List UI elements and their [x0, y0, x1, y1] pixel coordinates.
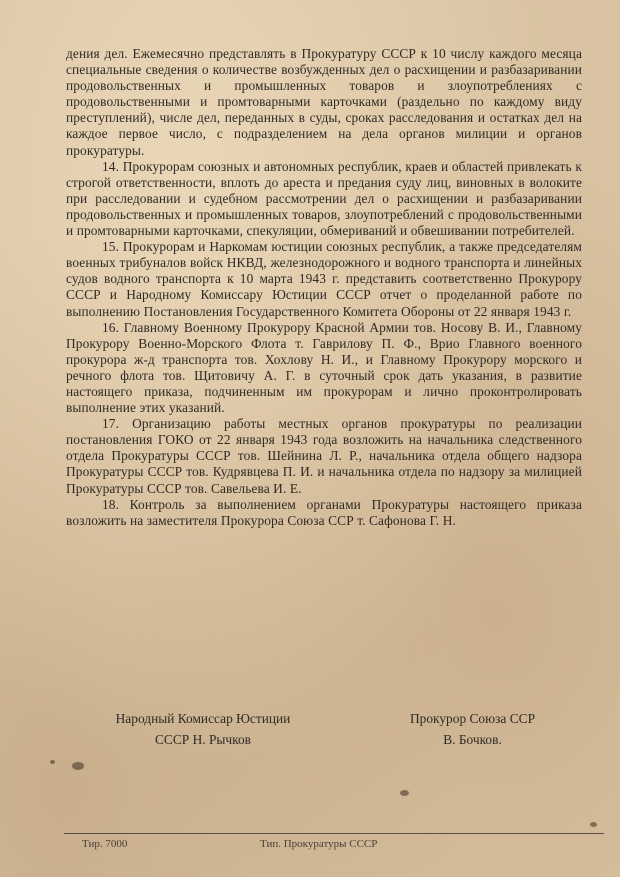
signature-right-title: Прокурор Союза ССР: [409, 711, 536, 726]
signature-right-name: В. Бочков.: [443, 732, 502, 747]
signature-right: [370, 708, 575, 750]
paragraph-16: 16. Главному Военному Прокурору Красной Армии тов. Носову В. И., Главному Прокурору Военно-Морского Флота т. Гаврилову П. Ф., Врио Главного военного прокурора ж-д транспорта тов. Хохлову Н. И., и Главному Прокурору морского и речного флота тов. Щитовичу А. Г. в суточный срок дать указания, в развитие настоящего приказа, подчиненным им прокурорам и лично проконтролировать выполнение этих указаний.: [66, 319, 582, 416]
signature-left-name: СССР Н. Рычков: [155, 732, 251, 747]
ink-stain: [50, 760, 55, 764]
paragraph-18: 18. Контроль за выполнением органами Прокуратуры настоящего приказа возложить на заместителя Прокурора Союза ССР т. Сафонова Г. Н.: [66, 496, 582, 528]
ink-stain: [400, 790, 409, 796]
ink-stain: [72, 762, 84, 770]
ink-stain: [590, 822, 597, 827]
footer-printer: Тип. Прокуратуры СССР: [260, 838, 378, 850]
paragraph-15: 15. Прокурорам и Наркомам юстиции союзных республик, а также председателям военных трибуналов войск НКВД, железнодорожного и водного транспорта и линейных судов водного транспорта к 10 марта 1943 г. представить соответственно Прокурору СССР и Народному Комиссару Юстиции СССР отчет о проделанной работе по выполнению Постановления Государственного Комитета Обороны от 22 января 1943 г.: [66, 239, 582, 319]
paragraph-17: 17. Организацию работы местных органов прокуратуры по реализации постановления ГОКО от 22 января 1943 года возложить на начальника следственного отдела Прокуратуры СССР тов. Шейнина Л. Р., начальника отдела общего надзора Прокуратуры СССР тов. Кудрявцева П. И. и начальника отдела по надзору за милицией Прокуратуры СССР тов. Савельева И. Е.: [66, 416, 582, 496]
footer-divider: [64, 833, 604, 834]
footer-print-run: Тир. 7000: [82, 838, 128, 850]
paragraph-14: 14. Прокурорам союзных и автономных республик, краев и областей привлекать к строгой ответственности, вплоть до ареста и предания суду лиц, виновных в волоките при расследовании и судебном рассмотрении дел о расхищении и разбазаривании продовольственных и промышленных товаров, злоупотреблений с продовольственными и промтоварными карточками, спекуляции, обмериваний и обвешивании потребителей.: [66, 158, 582, 239]
signature-left-title: Народный Комиссар Юстиции: [115, 711, 291, 726]
order-text: [66, 46, 582, 529]
paragraph-continuation: дения дел. Ежемесячно представлять в Прокуратуру СССР к 10 числу каждого месяца специальные сведения о количестве возбужденных дел о расхищении и разбазаривании продовольственных и промышленных товаров и злоупотреблениях с продовольственными и промтоварными карточками (раздельно по каждому виду преступлений), числе дел, переданных в суды, сроках расследования и остатках дел на каждое первое число, с подразделением на дела органов милиции и органов прокуратуры.: [66, 46, 582, 158]
signature-left: [78, 708, 328, 750]
